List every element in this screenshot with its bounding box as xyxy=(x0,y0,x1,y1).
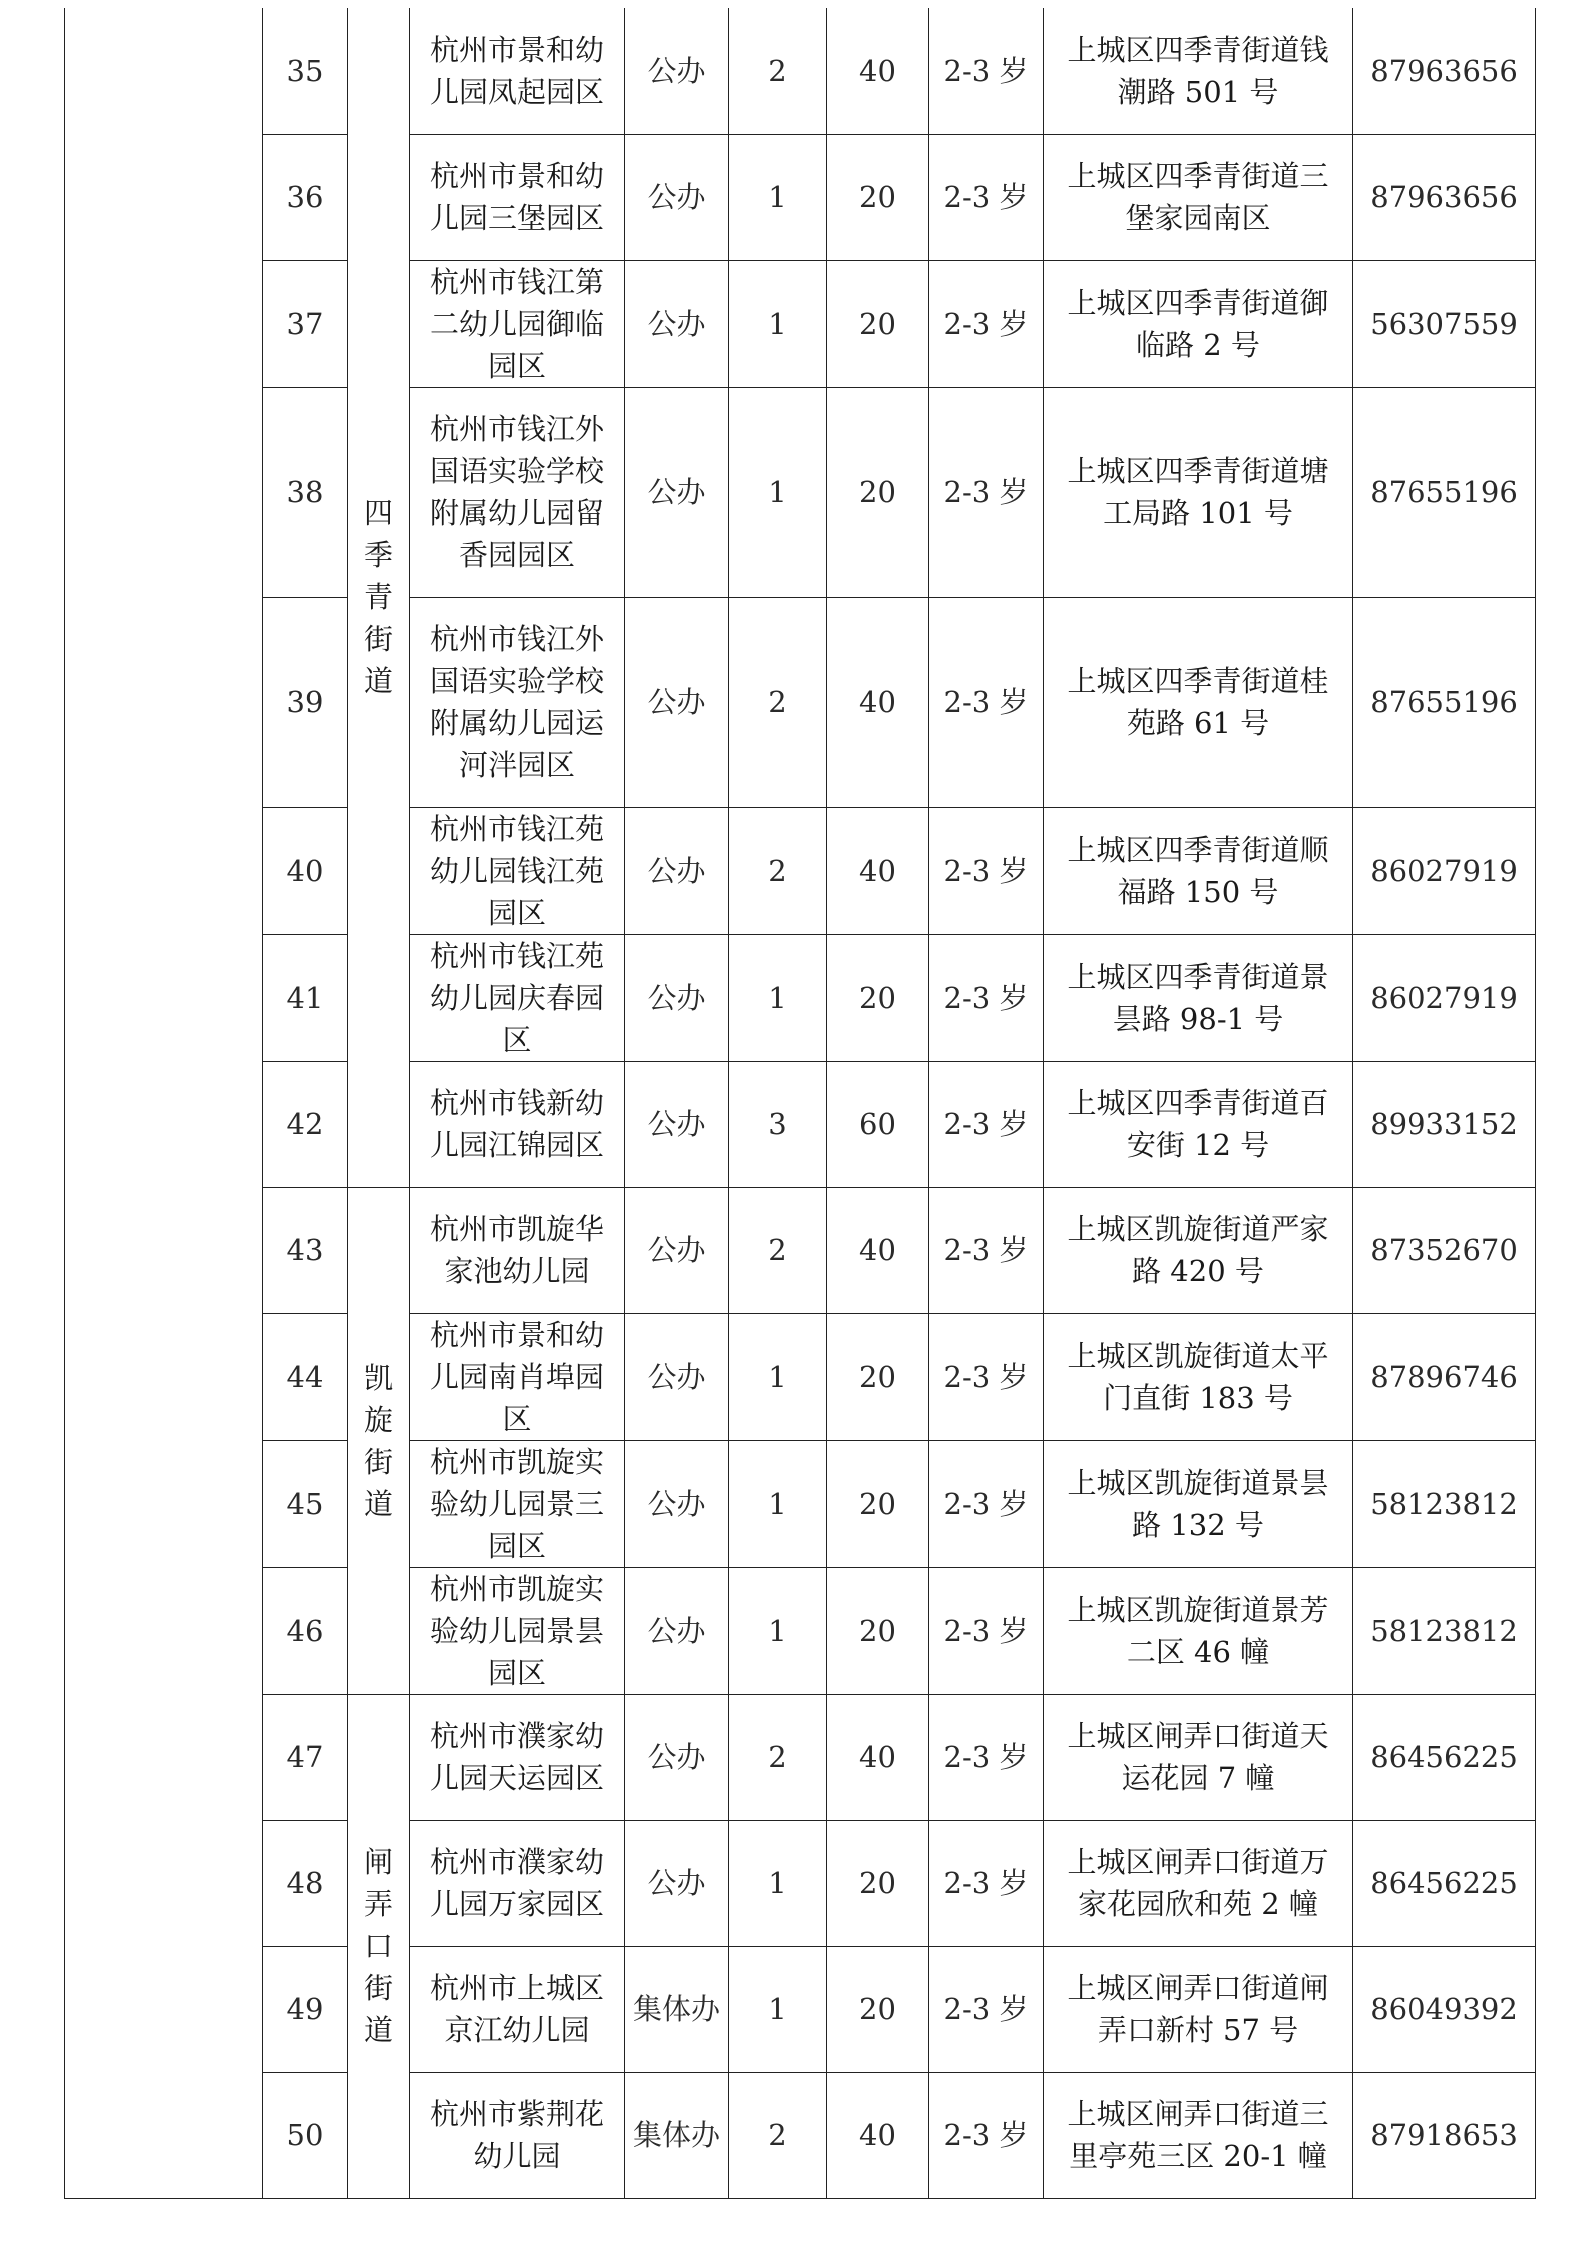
kindergarten-name: 杭州市钱新幼儿园江锦园区 xyxy=(410,1061,625,1187)
table-row xyxy=(65,260,1536,387)
place-count: 40 xyxy=(827,1187,929,1313)
phone-number: 86027919 xyxy=(1353,934,1536,1061)
place-count: 40 xyxy=(827,807,929,934)
phone-number: 58123812 xyxy=(1353,1440,1536,1567)
school-type: 公办 xyxy=(625,1061,729,1187)
street-name: 闸弄口街道 xyxy=(363,1845,393,2047)
age-range: 2-3 岁 xyxy=(929,1567,1044,1694)
table-row xyxy=(65,1820,1536,1946)
table-row xyxy=(65,8,1536,134)
phone-number: 86049392 xyxy=(1353,1946,1536,2072)
row-number: 46 xyxy=(263,1567,348,1694)
place-count: 40 xyxy=(827,8,929,134)
age-range: 2-3 岁 xyxy=(929,1061,1044,1187)
class-count: 3 xyxy=(729,1061,827,1187)
address: 上城区四季青街道百安街 12 号 xyxy=(1044,1061,1353,1187)
place-count: 20 xyxy=(827,134,929,260)
phone-number: 86027919 xyxy=(1353,807,1536,934)
age-range: 2-3 岁 xyxy=(929,934,1044,1061)
table-row xyxy=(65,134,1536,260)
school-type: 公办 xyxy=(625,260,729,387)
address: 上城区四季青街道顺福路 150 号 xyxy=(1044,807,1353,934)
address: 上城区凯旋街道太平门直街 183 号 xyxy=(1044,1313,1353,1440)
phone-number: 87963656 xyxy=(1353,134,1536,260)
place-count: 40 xyxy=(827,2072,929,2198)
place-count: 20 xyxy=(827,1820,929,1946)
phone-number: 87896746 xyxy=(1353,1313,1536,1440)
table-row xyxy=(65,1440,1536,1567)
phone-number: 87963656 xyxy=(1353,8,1536,134)
school-type: 公办 xyxy=(625,387,729,597)
kindergarten-name: 杭州市钱江外国语实验学校附属幼儿园留香园园区 xyxy=(410,387,625,597)
class-count: 1 xyxy=(729,134,827,260)
row-number: 39 xyxy=(263,597,348,807)
school-type: 公办 xyxy=(625,1694,729,1820)
row-number: 48 xyxy=(263,1820,348,1946)
street-name: 凯旋街道 xyxy=(363,1360,393,1521)
class-count: 2 xyxy=(729,807,827,934)
table-row xyxy=(65,1061,1536,1187)
kindergarten-name: 杭州市上城区京江幼儿园 xyxy=(410,1946,625,2072)
phone-number: 87352670 xyxy=(1353,1187,1536,1313)
place-count: 40 xyxy=(827,597,929,807)
kindergarten-name: 杭州市濮家幼儿园天运园区 xyxy=(410,1694,625,1820)
place-count: 20 xyxy=(827,260,929,387)
address: 上城区四季青街道三堡家园南区 xyxy=(1044,134,1353,260)
row-number: 44 xyxy=(263,1313,348,1440)
address: 上城区四季青街道塘工局路 101 号 xyxy=(1044,387,1353,597)
row-number: 45 xyxy=(263,1440,348,1567)
place-count: 40 xyxy=(827,1694,929,1820)
table-row xyxy=(65,1694,1536,1820)
class-count: 1 xyxy=(729,387,827,597)
row-number: 43 xyxy=(263,1187,348,1313)
row-number: 35 xyxy=(263,8,348,134)
phone-number: 87655196 xyxy=(1353,387,1536,597)
class-count: 1 xyxy=(729,260,827,387)
address: 上城区闸弄口街道万家花园欣和苑 2 幢 xyxy=(1044,1820,1353,1946)
address: 上城区凯旋街道景芳二区 46 幢 xyxy=(1044,1567,1353,1694)
age-range: 2-3 岁 xyxy=(929,1440,1044,1567)
school-type: 公办 xyxy=(625,1313,729,1440)
district-cell xyxy=(65,8,263,2198)
address: 上城区凯旋街道严家路 420 号 xyxy=(1044,1187,1353,1313)
school-type: 集体办 xyxy=(625,1946,729,2072)
place-count: 20 xyxy=(827,1946,929,2072)
place-count: 20 xyxy=(827,387,929,597)
address: 上城区闸弄口街道天运花园 7 幢 xyxy=(1044,1694,1353,1820)
class-count: 1 xyxy=(729,1313,827,1440)
class-count: 2 xyxy=(729,2072,827,2198)
class-count: 1 xyxy=(729,1946,827,2072)
class-count: 2 xyxy=(729,1187,827,1313)
address: 上城区四季青街道钱潮路 501 号 xyxy=(1044,8,1353,134)
class-count: 1 xyxy=(729,934,827,1061)
address: 上城区四季青街道桂苑路 61 号 xyxy=(1044,597,1353,807)
table-row xyxy=(65,387,1536,597)
place-count: 60 xyxy=(827,1061,929,1187)
age-range: 2-3 岁 xyxy=(929,2072,1044,2198)
street-name-cell xyxy=(348,1187,410,1694)
kindergarten-name: 杭州市景和幼儿园南肖埠园区 xyxy=(410,1313,625,1440)
age-range: 2-3 岁 xyxy=(929,387,1044,597)
table-row xyxy=(65,597,1536,807)
place-count: 20 xyxy=(827,1567,929,1694)
row-number: 47 xyxy=(263,1694,348,1820)
address: 上城区闸弄口街道三里亭苑三区 20-1 幢 xyxy=(1044,2072,1353,2198)
school-type: 公办 xyxy=(625,1820,729,1946)
row-number: 42 xyxy=(263,1061,348,1187)
table-row xyxy=(65,1946,1536,2072)
age-range: 2-3 岁 xyxy=(929,1313,1044,1440)
kindergarten-table xyxy=(64,8,1536,2199)
class-count: 2 xyxy=(729,8,827,134)
address: 上城区四季青街道御临路 2 号 xyxy=(1044,260,1353,387)
phone-number: 87655196 xyxy=(1353,597,1536,807)
row-number: 37 xyxy=(263,260,348,387)
street-name-cell xyxy=(348,8,410,1187)
table-row xyxy=(65,2072,1536,2198)
kindergarten-name: 杭州市钱江苑幼儿园钱江苑园区 xyxy=(410,807,625,934)
place-count: 20 xyxy=(827,1313,929,1440)
age-range: 2-3 岁 xyxy=(929,1820,1044,1946)
table-row xyxy=(65,1187,1536,1313)
class-count: 2 xyxy=(729,1694,827,1820)
school-type: 公办 xyxy=(625,1440,729,1567)
class-count: 1 xyxy=(729,1820,827,1946)
street-name-cell xyxy=(348,1694,410,2198)
row-number: 50 xyxy=(263,2072,348,2198)
kindergarten-name: 杭州市钱江外国语实验学校附属幼儿园运河泮园区 xyxy=(410,597,625,807)
row-number: 38 xyxy=(263,387,348,597)
row-number: 49 xyxy=(263,1946,348,2072)
school-type: 公办 xyxy=(625,807,729,934)
phone-number: 89933152 xyxy=(1353,1061,1536,1187)
school-type: 公办 xyxy=(625,134,729,260)
class-count: 2 xyxy=(729,597,827,807)
kindergarten-name: 杭州市濮家幼儿园万家园区 xyxy=(410,1820,625,1946)
age-range: 2-3 岁 xyxy=(929,8,1044,134)
school-type: 公办 xyxy=(625,934,729,1061)
school-type: 集体办 xyxy=(625,2072,729,2198)
school-type: 公办 xyxy=(625,1187,729,1313)
phone-number: 86456225 xyxy=(1353,1820,1536,1946)
table-row xyxy=(65,1567,1536,1694)
age-range: 2-3 岁 xyxy=(929,807,1044,934)
table-row xyxy=(65,807,1536,934)
table-row xyxy=(65,934,1536,1061)
place-count: 20 xyxy=(827,1440,929,1567)
phone-number: 86456225 xyxy=(1353,1694,1536,1820)
address: 上城区凯旋街道景昙路 132 号 xyxy=(1044,1440,1353,1567)
kindergarten-name: 杭州市景和幼儿园凤起园区 xyxy=(410,8,625,134)
age-range: 2-3 岁 xyxy=(929,134,1044,260)
address: 上城区四季青街道景昙路 98-1 号 xyxy=(1044,934,1353,1061)
phone-number: 87918653 xyxy=(1353,2072,1536,2198)
row-number: 40 xyxy=(263,807,348,934)
kindergarten-name: 杭州市紫荆花幼儿园 xyxy=(410,2072,625,2198)
school-type: 公办 xyxy=(625,1567,729,1694)
kindergarten-name: 杭州市景和幼儿园三堡园区 xyxy=(410,134,625,260)
phone-number: 56307559 xyxy=(1353,260,1536,387)
class-count: 1 xyxy=(729,1567,827,1694)
kindergarten-name: 杭州市凯旋华家池幼儿园 xyxy=(410,1187,625,1313)
kindergarten-name: 杭州市钱江第二幼儿园御临园区 xyxy=(410,260,625,387)
place-count: 20 xyxy=(827,934,929,1061)
school-type: 公办 xyxy=(625,597,729,807)
table-row xyxy=(65,1313,1536,1440)
address: 上城区闸弄口街道闸弄口新村 57 号 xyxy=(1044,1946,1353,2072)
row-number: 36 xyxy=(263,134,348,260)
age-range: 2-3 岁 xyxy=(929,260,1044,387)
kindergarten-name: 杭州市凯旋实验幼儿园景昙园区 xyxy=(410,1567,625,1694)
phone-number: 58123812 xyxy=(1353,1567,1536,1694)
age-range: 2-3 岁 xyxy=(929,1694,1044,1820)
class-count: 1 xyxy=(729,1440,827,1567)
age-range: 2-3 岁 xyxy=(929,1946,1044,2072)
age-range: 2-3 岁 xyxy=(929,597,1044,807)
street-name: 四季青街道 xyxy=(363,496,393,699)
age-range: 2-3 岁 xyxy=(929,1187,1044,1313)
kindergarten-name: 杭州市钱江苑幼儿园庆春园区 xyxy=(410,934,625,1061)
kindergarten-name: 杭州市凯旋实验幼儿园景三园区 xyxy=(410,1440,625,1567)
row-number: 41 xyxy=(263,934,348,1061)
school-type: 公办 xyxy=(625,8,729,134)
